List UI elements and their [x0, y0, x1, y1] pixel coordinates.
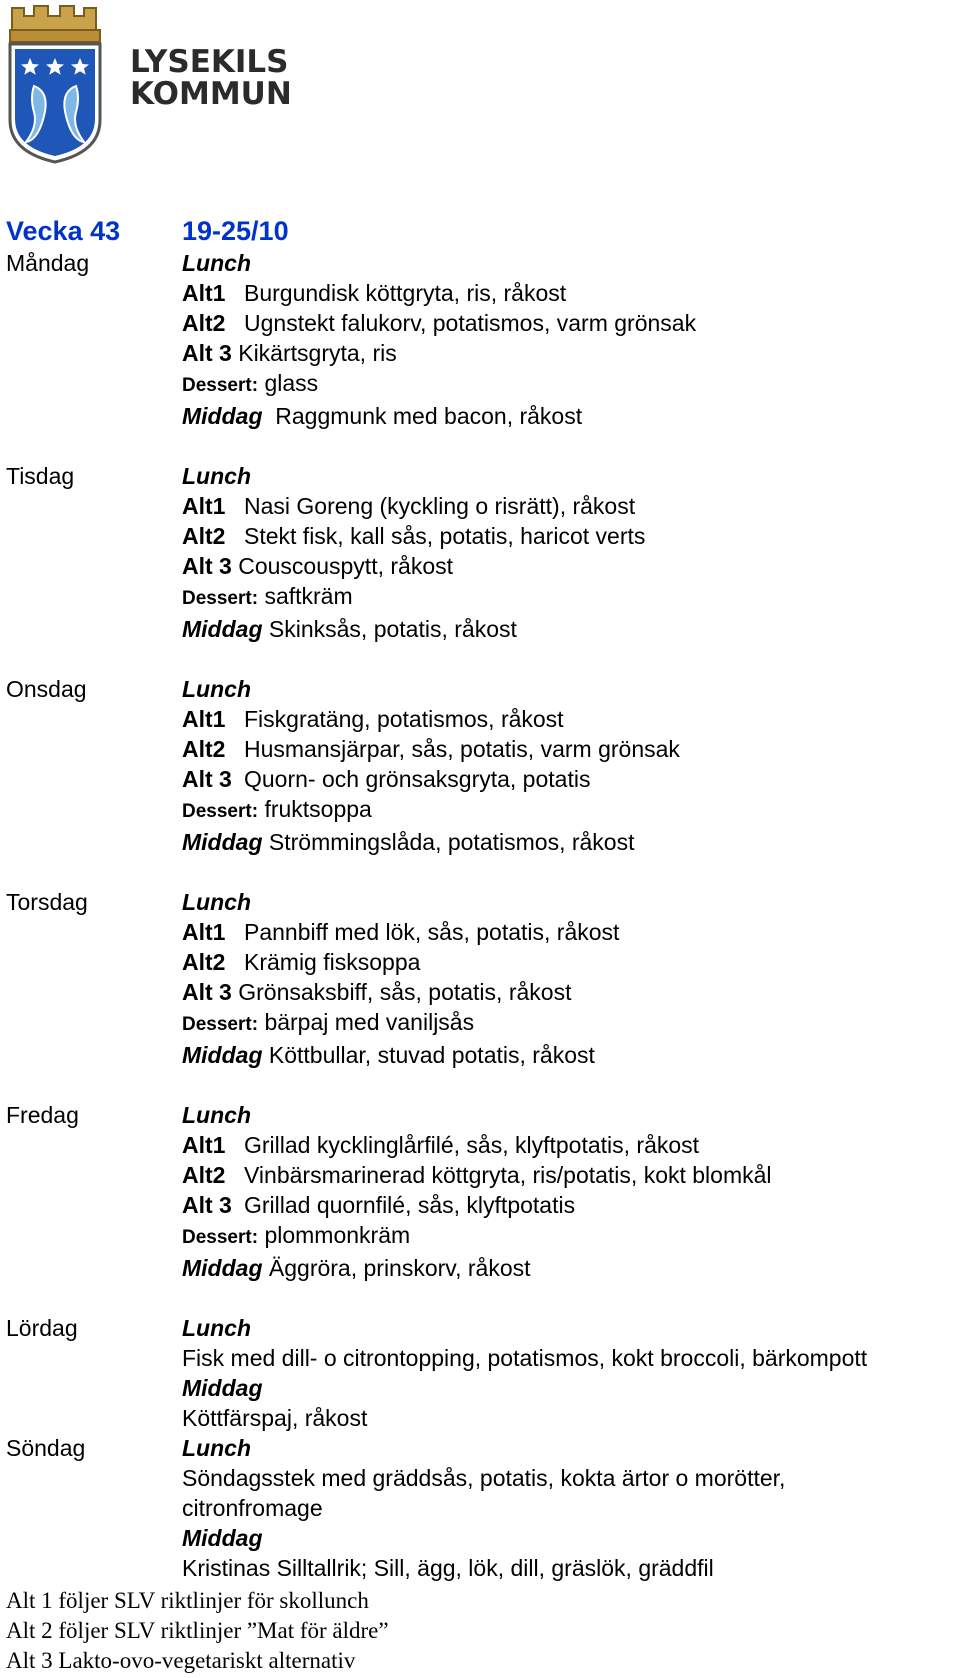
alt1-label: Alt1 [182, 1132, 226, 1158]
alt1-dish: Fiskgratäng, potatismos, råkost [244, 706, 564, 732]
dessert-label: Dessert: [182, 1227, 259, 1248]
dessert-label: Dessert: [182, 801, 259, 822]
day-name: Söndag [6, 1435, 86, 1461]
middag-label: Middag [182, 1375, 263, 1401]
alt3-label: Alt 3 [182, 979, 232, 1005]
week-label: Vecka 43 [6, 216, 121, 246]
alt1-label: Alt1 [182, 493, 226, 519]
day-name: Tisdag [6, 463, 75, 489]
dessert-dish: plommonkräm [264, 1222, 411, 1248]
day-monday [6, 248, 956, 461]
lunch-dish: Fisk med dill- o citrontopping, potatismos, kokt broccoli, bärkompott [182, 1345, 868, 1371]
alt3-label: Alt 3 [182, 340, 232, 366]
day-name: Lördag [6, 1315, 78, 1341]
day-name: Onsdag [6, 676, 87, 702]
alt2-dish: Krämig fisksoppa [244, 949, 421, 975]
day-name: Torsdag [6, 889, 88, 915]
dessert-label: Dessert: [182, 1014, 259, 1035]
municipality-logo [4, 2, 324, 170]
alt3-dish: Quorn- och grönsaksgryta, potatis [244, 766, 591, 792]
middag-label: Middag [182, 829, 263, 855]
week-heading [6, 212, 956, 248]
dessert-dish: fruktsoppa [264, 796, 372, 822]
middag-label: Middag [182, 1042, 263, 1068]
day-name: Måndag [6, 250, 90, 276]
logo-text-2: KOMMUN [130, 76, 292, 112]
day-friday [6, 1100, 956, 1313]
alt3-dish: Couscouspytt, råkost [238, 553, 453, 579]
alt1-dish: Pannbiff med lök, sås, potatis, råkost [244, 919, 620, 945]
dessert-label: Dessert: [182, 588, 259, 609]
alt3-dish: Grönsaksbiff, sås, potatis, råkost [238, 979, 572, 1005]
middag-dish: Köttbullar, stuvad potatis, råkost [268, 1042, 595, 1068]
lunch-label: Lunch [182, 1102, 251, 1128]
alt3-dish: Grillad quornfilé, sås, klyftpotatis [244, 1192, 576, 1218]
footnote-alt2: Alt 2 följer SLV riktlinjer ”Mat för äldre” [6, 1618, 389, 1643]
dessert-dish: bärpaj med vaniljsås [264, 1009, 475, 1035]
dessert-dish: saftkräm [264, 583, 353, 609]
week-dates: 19-25/10 [182, 216, 289, 246]
alt2-label: Alt2 [182, 1162, 226, 1188]
alt2-label: Alt2 [182, 736, 226, 762]
crown-icon [10, 6, 100, 42]
alt2-label: Alt2 [182, 310, 226, 336]
alt3-label: Alt 3 [182, 766, 232, 792]
dessert-label: Dessert: [182, 375, 259, 396]
lunch-dish: Söndagsstek med gräddsås, potatis, kokta ärtor o morötter, citronfromage [182, 1465, 786, 1521]
alt2-dish: Vinbärsmarinerad köttgryta, ris/potatis, kokt blomkål [244, 1162, 772, 1188]
alt2-dish: Stekt fisk, kall sås, potatis, haricot verts [244, 523, 646, 549]
day-sunday [6, 1433, 956, 1583]
middag-label: Middag [182, 616, 263, 642]
footnotes [6, 1586, 389, 1676]
alt2-dish: Ugnstekt falukorv, potatismos, varm grönsak [244, 310, 697, 336]
alt2-label: Alt2 [182, 523, 226, 549]
middag-dish: Strömmingslåda, potatismos, råkost [268, 829, 635, 855]
lunch-label: Lunch [182, 1315, 251, 1341]
middag-dish: Äggröra, prinskorv, råkost [268, 1255, 531, 1281]
lunch-label: Lunch [182, 676, 251, 702]
footnote-alt3: Alt 3 Lakto-ovo-vegetariskt alternativ [6, 1648, 356, 1673]
alt2-label: Alt2 [182, 949, 226, 975]
middag-dish: Kristinas Silltallrik; Sill, ägg, lök, dill, gräslök, gräddfil [182, 1555, 714, 1581]
middag-label: Middag [182, 1255, 263, 1281]
alt1-label: Alt1 [182, 706, 226, 732]
day-tuesday [6, 461, 956, 674]
lunch-label: Lunch [182, 889, 251, 915]
alt1-label: Alt1 [182, 919, 226, 945]
day-thursday [6, 887, 956, 1100]
crest-icon [4, 2, 324, 170]
middag-dish: Skinksås, potatis, råkost [268, 616, 517, 642]
lunch-label: Lunch [182, 463, 251, 489]
lunch-label: Lunch [182, 250, 251, 276]
middag-dish: Raggmunk med bacon, råkost [275, 403, 583, 429]
alt1-dish: Nasi Goreng (kyckling o risrätt), råkost [244, 493, 636, 519]
alt1-dish: Grillad kycklinglårfilé, sås, klyftpotatis, råkost [244, 1132, 700, 1158]
footnote-alt1: Alt 1 följer SLV riktlinjer för skollunch [6, 1588, 369, 1613]
day-name: Fredag [6, 1102, 79, 1128]
day-wednesday [6, 674, 956, 887]
middag-label: Middag [182, 403, 263, 429]
dessert-dish: glass [264, 370, 319, 396]
alt1-dish: Burgundisk köttgryta, ris, råkost [244, 280, 567, 306]
middag-label: Middag [182, 1525, 263, 1551]
middag-dish: Köttfärspaj, råkost [182, 1405, 368, 1431]
day-saturday [6, 1313, 956, 1433]
logo-text-1: LYSEKILS [130, 44, 289, 80]
alt3-label: Alt 3 [182, 1192, 232, 1218]
lunch-label: Lunch [182, 1435, 251, 1461]
menu-document [6, 212, 956, 1583]
alt3-label: Alt 3 [182, 553, 232, 579]
alt3-dish: Kikärtsgryta, ris [238, 340, 397, 366]
alt1-label: Alt1 [182, 280, 226, 306]
alt2-dish: Husmansjärpar, sås, potatis, varm grönsak [244, 736, 680, 762]
